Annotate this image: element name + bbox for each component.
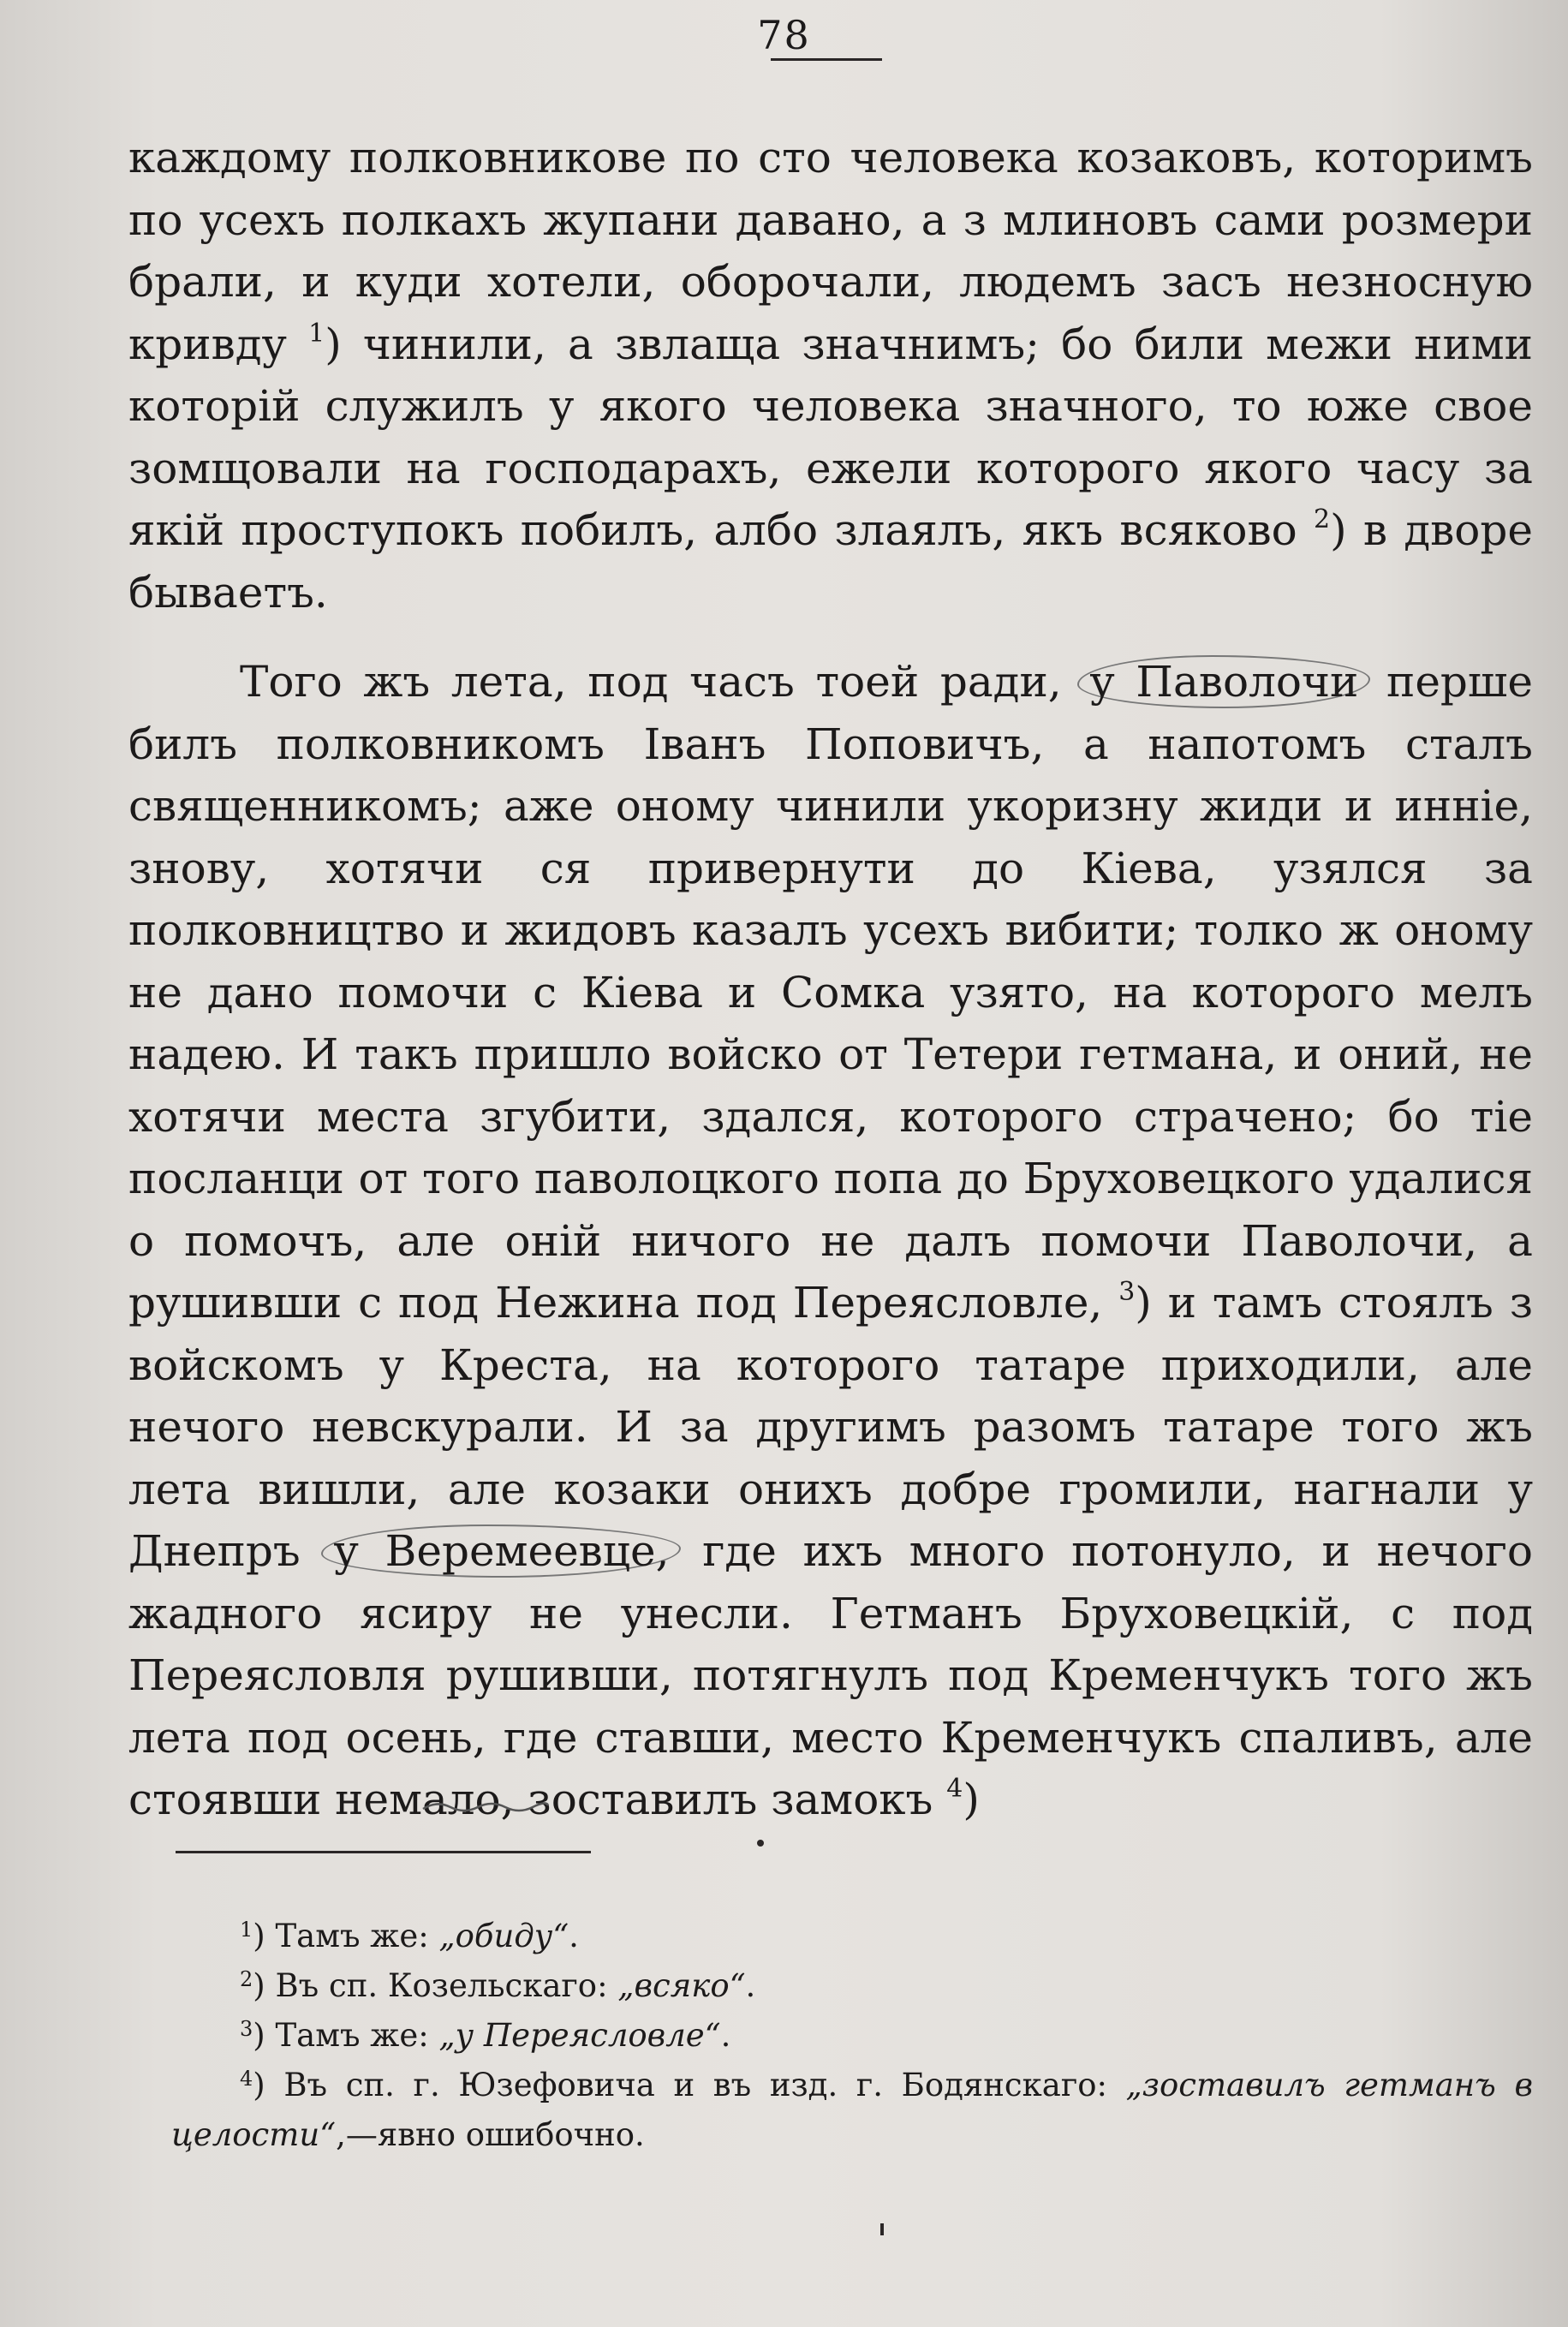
pencil-wavy-underline [421, 1799, 550, 1816]
footnote-1 [171, 1912, 1533, 1961]
paragraph-2-part-2: перше билъ полковникомъ Iванъ Поповичъ, а напотомъ сталъ священникомъ; аже оному чинили укоризну жиди и иннiе, знову, хотячи ся привернути до Кiева, узялся за полковництво и жидовъ казалъ усехъ вибити; толко ж оному не дано помочи с Кiева и Сомка узято, на которого мелъ надею. И такъ пришло войско от Тетери гетмана, и оний, не хотячи места згубити, здался, которого страчено; бо тiе посланци от того паволоцкого попа до Бруховецкого удалися о помочъ, але оній ничого не далъ помочи Паволочи, а рушивши с под Нежина под Переясловле, [128, 657, 1533, 1328]
paragraph-2-part-1: Того жъ лета, под часъ тоей ради, [240, 657, 1083, 707]
circled-place-pavolochi: у Паволочи [1077, 655, 1370, 708]
footnote-2-prefix: ) Въ сп. Козельскаго: [253, 1967, 618, 2004]
footnote-1-suffix: . [569, 1918, 579, 1954]
footnote-2-suffix: . [745, 1967, 756, 2004]
paragraph-1-part-1: каждому полковникове по сто человека козаковъ, которимъ по усехъ полкахъ жупани давано, а з млиновъ сами розмери брали, и куди хотели, оборочали, людемъ засъ незносную кривду [128, 133, 1533, 369]
footnote-3-quote: „у Переясловле“ [438, 2017, 721, 2054]
page-number: 78 [757, 12, 811, 58]
circled-place-veremeevce: у Веремеевце, [321, 1524, 681, 1578]
paragraph-1 [128, 127, 1533, 624]
paragraph-2 [128, 651, 1533, 1831]
paragraph-1-part-3: ) в дворе бываетъ. [128, 505, 1534, 618]
ink-tick [880, 2223, 884, 2235]
ink-dot [757, 1840, 764, 1847]
footnotes [171, 1912, 1533, 2160]
footnote-2-quote: „всяко“ [617, 1967, 746, 2004]
main-text [128, 127, 1533, 1831]
footnote-separator [176, 1851, 591, 1853]
footnote-3-suffix: . [720, 2017, 731, 2054]
footnote-4-mark: 4 [240, 2067, 253, 2091]
footnote-1-mark: 1 [240, 1918, 253, 1942]
footnote-4-suffix: ,—явно ошибочно. [336, 2116, 645, 2153]
footnote-3-prefix: ) Тамъ же: [253, 2017, 439, 2054]
footnote-ref-3[interactable]: 3 [1118, 1277, 1136, 1307]
footnote-ref-4[interactable]: 4 [946, 1774, 963, 1804]
footnote-4-quote: „зоставилъ гетманъ в целости“ [171, 2067, 1533, 2153]
footnote-3-mark: 3 [240, 2017, 253, 2041]
footnote-4 [171, 2061, 1533, 2160]
footnote-2 [171, 1961, 1533, 2011]
footnote-2-mark: 2 [240, 1967, 253, 1991]
paragraph-2-part-4: где ихъ много потонуло, и нечого жадного ясиру не унесли. Гетманъ Бруховецкiй, с под Переясловля рушивши, потягнулъ под Кременчукъ того жъ лета под осень, где ставши, место Кременчукъ спаливъ, але стоявши немало, зоставилъ замокъ [128, 1526, 1533, 1824]
footnote-4-prefix: ) Въ сп. г. Юзефовича и въ изд. г. Бодянскаго: [253, 2067, 1126, 2103]
page-number-underline [771, 58, 882, 61]
footnote-1-prefix: ) Тамъ же: [253, 1918, 439, 1954]
footnote-ref-2[interactable]: 2 [1314, 504, 1331, 534]
footnote-3 [171, 2011, 1533, 2061]
paragraph-2-part-5: ) [963, 1775, 980, 1824]
paragraph-2-part-3: ) и тамъ стоялъ з войскомъ у Креста, на которого татаре приходили, але нечого невскурали. И за другимъ разомъ татаре того жъ лета вишли, але козаки онихъ добре громили, нагнали у Днепръ [128, 1278, 1534, 1576]
footnote-ref-1[interactable]: 1 [308, 318, 325, 349]
footnote-1-quote: „обиду“ [438, 1918, 569, 1954]
paragraph-1-part-2: ) чинили, а звлаща значнимъ; бо били межи ними которiй служилъ у якого человека значного, то юже свое зомщовали на господарахъ, ежели которого якого часу за якiй проступокъ побилъ, албо злаялъ, якъ всяково [128, 319, 1533, 555]
